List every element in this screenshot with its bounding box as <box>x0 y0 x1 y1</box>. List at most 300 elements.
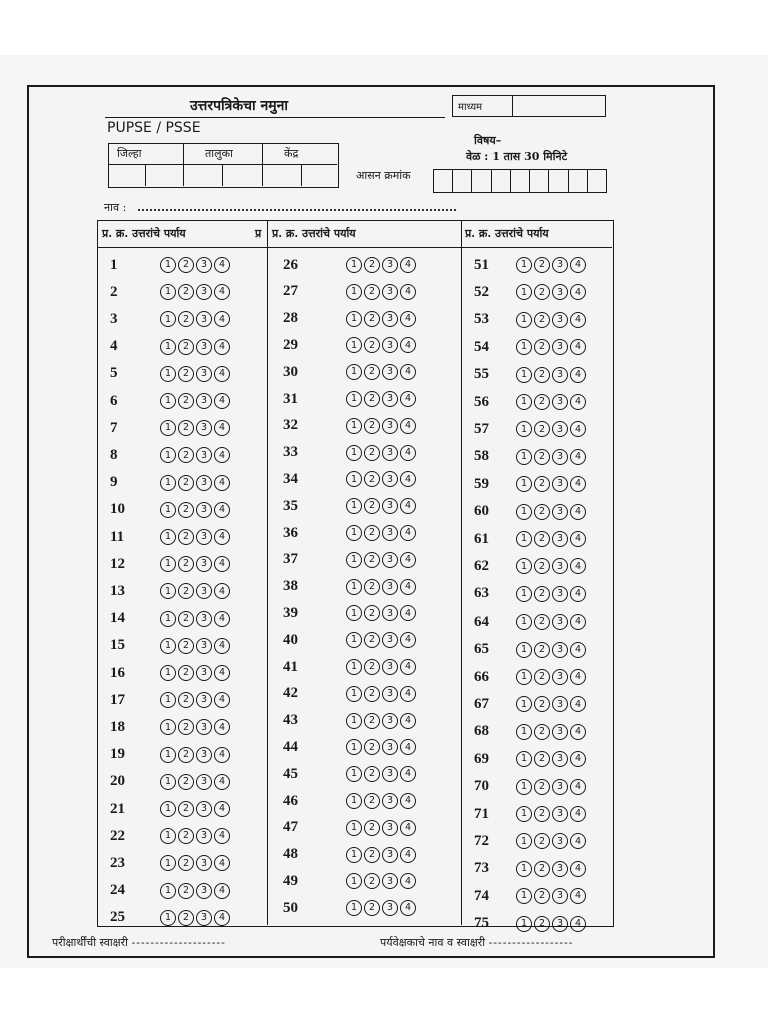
option-bubble-3[interactable]: 3 <box>382 847 398 863</box>
option-bubble-2[interactable]: 2 <box>364 364 380 380</box>
option-bubble-3[interactable]: 3 <box>382 793 398 809</box>
option-bubble-1[interactable]: 1 <box>160 774 176 790</box>
seat-digit-box[interactable] <box>549 170 568 192</box>
option-bubble-4[interactable]: 4 <box>214 366 230 382</box>
option-bubble-3[interactable]: 3 <box>382 257 398 273</box>
option-bubble-3[interactable]: 3 <box>552 696 568 712</box>
candidate-signature-line[interactable]: -------------------- <box>131 936 226 949</box>
option-bubble-3[interactable]: 3 <box>552 284 568 300</box>
option-bubble-2[interactable]: 2 <box>178 747 194 763</box>
option-bubble-3[interactable]: 3 <box>552 888 568 904</box>
option-bubble-2[interactable]: 2 <box>534 586 550 602</box>
option-bubble-1[interactable]: 1 <box>516 669 532 685</box>
option-bubble-2[interactable]: 2 <box>534 696 550 712</box>
option-bubble-4[interactable]: 4 <box>570 284 586 300</box>
option-bubble-4[interactable]: 4 <box>570 751 586 767</box>
option-bubble-4[interactable]: 4 <box>214 447 230 463</box>
option-bubble-4[interactable]: 4 <box>570 257 586 273</box>
option-bubble-3[interactable]: 3 <box>196 284 212 300</box>
option-bubble-3[interactable]: 3 <box>382 713 398 729</box>
option-bubble-1[interactable]: 1 <box>160 801 176 817</box>
option-bubble-4[interactable]: 4 <box>400 659 416 675</box>
option-bubble-3[interactable]: 3 <box>552 476 568 492</box>
option-bubble-3[interactable]: 3 <box>552 586 568 602</box>
option-bubble-2[interactable]: 2 <box>364 257 380 273</box>
option-bubble-1[interactable]: 1 <box>346 873 362 889</box>
option-bubble-1[interactable]: 1 <box>346 847 362 863</box>
option-bubble-1[interactable]: 1 <box>160 556 176 572</box>
option-bubble-3[interactable]: 3 <box>382 739 398 755</box>
option-bubble-2[interactable]: 2 <box>364 739 380 755</box>
option-bubble-1[interactable]: 1 <box>160 910 176 926</box>
option-bubble-4[interactable]: 4 <box>400 257 416 273</box>
option-bubble-2[interactable]: 2 <box>178 447 194 463</box>
option-bubble-4[interactable]: 4 <box>400 498 416 514</box>
option-bubble-2[interactable]: 2 <box>534 367 550 383</box>
option-bubble-3[interactable]: 3 <box>382 605 398 621</box>
option-bubble-2[interactable]: 2 <box>364 579 380 595</box>
option-bubble-2[interactable]: 2 <box>364 686 380 702</box>
option-bubble-4[interactable]: 4 <box>214 257 230 273</box>
option-bubble-3[interactable]: 3 <box>552 257 568 273</box>
option-bubble-3[interactable]: 3 <box>196 393 212 409</box>
option-bubble-2[interactable]: 2 <box>534 449 550 465</box>
option-bubble-2[interactable]: 2 <box>534 888 550 904</box>
option-bubble-3[interactable]: 3 <box>552 751 568 767</box>
option-bubble-4[interactable]: 4 <box>214 692 230 708</box>
option-bubble-4[interactable]: 4 <box>570 669 586 685</box>
option-bubble-3[interactable]: 3 <box>196 855 212 871</box>
option-bubble-3[interactable]: 3 <box>196 475 212 491</box>
option-bubble-3[interactable]: 3 <box>552 916 568 932</box>
option-bubble-1[interactable]: 1 <box>516 751 532 767</box>
option-bubble-2[interactable]: 2 <box>178 719 194 735</box>
option-bubble-2[interactable]: 2 <box>534 833 550 849</box>
option-bubble-3[interactable]: 3 <box>196 339 212 355</box>
option-bubble-3[interactable]: 3 <box>552 449 568 465</box>
option-bubble-3[interactable]: 3 <box>382 820 398 836</box>
option-bubble-3[interactable]: 3 <box>552 421 568 437</box>
option-bubble-1[interactable]: 1 <box>160 447 176 463</box>
option-bubble-4[interactable]: 4 <box>570 888 586 904</box>
option-bubble-1[interactable]: 1 <box>516 367 532 383</box>
option-bubble-2[interactable]: 2 <box>364 284 380 300</box>
option-bubble-3[interactable]: 3 <box>196 529 212 545</box>
option-bubble-1[interactable]: 1 <box>160 393 176 409</box>
option-bubble-3[interactable]: 3 <box>382 498 398 514</box>
option-bubble-2[interactable]: 2 <box>364 713 380 729</box>
option-bubble-2[interactable]: 2 <box>534 724 550 740</box>
option-bubble-1[interactable]: 1 <box>516 421 532 437</box>
option-bubble-3[interactable]: 3 <box>382 579 398 595</box>
option-bubble-2[interactable]: 2 <box>178 393 194 409</box>
option-bubble-2[interactable]: 2 <box>364 471 380 487</box>
option-bubble-3[interactable]: 3 <box>552 531 568 547</box>
option-bubble-2[interactable]: 2 <box>178 339 194 355</box>
option-bubble-3[interactable]: 3 <box>196 883 212 899</box>
option-bubble-1[interactable]: 1 <box>516 504 532 520</box>
option-bubble-1[interactable]: 1 <box>346 364 362 380</box>
option-bubble-3[interactable]: 3 <box>552 669 568 685</box>
option-bubble-4[interactable]: 4 <box>400 605 416 621</box>
option-bubble-3[interactable]: 3 <box>196 611 212 627</box>
option-bubble-4[interactable]: 4 <box>214 719 230 735</box>
option-bubble-4[interactable]: 4 <box>214 611 230 627</box>
option-bubble-2[interactable]: 2 <box>534 916 550 932</box>
option-bubble-2[interactable]: 2 <box>534 531 550 547</box>
option-bubble-3[interactable]: 3 <box>382 445 398 461</box>
option-bubble-1[interactable]: 1 <box>160 339 176 355</box>
option-bubble-3[interactable]: 3 <box>196 828 212 844</box>
option-bubble-2[interactable]: 2 <box>178 883 194 899</box>
option-bubble-3[interactable]: 3 <box>382 659 398 675</box>
option-bubble-2[interactable]: 2 <box>534 339 550 355</box>
option-bubble-2[interactable]: 2 <box>178 828 194 844</box>
option-bubble-4[interactable]: 4 <box>400 847 416 863</box>
medium-field[interactable] <box>452 95 606 117</box>
option-bubble-3[interactable]: 3 <box>196 747 212 763</box>
option-bubble-3[interactable]: 3 <box>552 339 568 355</box>
option-bubble-4[interactable]: 4 <box>400 552 416 568</box>
option-bubble-4[interactable]: 4 <box>570 614 586 630</box>
option-bubble-3[interactable]: 3 <box>196 257 212 273</box>
seat-digit-box[interactable] <box>492 170 511 192</box>
option-bubble-4[interactable]: 4 <box>214 583 230 599</box>
option-bubble-4[interactable]: 4 <box>400 873 416 889</box>
option-bubble-4[interactable]: 4 <box>214 665 230 681</box>
option-bubble-3[interactable]: 3 <box>552 833 568 849</box>
option-bubble-2[interactable]: 2 <box>364 766 380 782</box>
option-bubble-1[interactable]: 1 <box>160 366 176 382</box>
option-bubble-1[interactable]: 1 <box>516 888 532 904</box>
option-bubble-4[interactable]: 4 <box>400 471 416 487</box>
seat-digit-box[interactable] <box>530 170 549 192</box>
option-bubble-1[interactable]: 1 <box>346 445 362 461</box>
option-bubble-1[interactable]: 1 <box>516 257 532 273</box>
option-bubble-2[interactable]: 2 <box>534 806 550 822</box>
option-bubble-2[interactable]: 2 <box>178 638 194 654</box>
option-bubble-4[interactable]: 4 <box>570 531 586 547</box>
option-bubble-3[interactable]: 3 <box>196 502 212 518</box>
option-bubble-2[interactable]: 2 <box>364 311 380 327</box>
option-bubble-2[interactable]: 2 <box>178 583 194 599</box>
option-bubble-2[interactable]: 2 <box>364 820 380 836</box>
option-bubble-2[interactable]: 2 <box>364 337 380 353</box>
option-bubble-4[interactable]: 4 <box>214 883 230 899</box>
option-bubble-1[interactable]: 1 <box>160 475 176 491</box>
option-bubble-2[interactable]: 2 <box>364 659 380 675</box>
option-bubble-1[interactable]: 1 <box>516 696 532 712</box>
option-bubble-4[interactable]: 4 <box>214 910 230 926</box>
option-bubble-2[interactable]: 2 <box>364 391 380 407</box>
option-bubble-4[interactable]: 4 <box>570 642 586 658</box>
option-bubble-1[interactable]: 1 <box>346 900 362 916</box>
option-bubble-4[interactable]: 4 <box>400 579 416 595</box>
option-bubble-2[interactable]: 2 <box>534 642 550 658</box>
option-bubble-2[interactable]: 2 <box>534 558 550 574</box>
name-line[interactable] <box>138 209 456 211</box>
option-bubble-3[interactable]: 3 <box>196 801 212 817</box>
option-bubble-3[interactable]: 3 <box>552 806 568 822</box>
option-bubble-4[interactable]: 4 <box>400 793 416 809</box>
option-bubble-1[interactable]: 1 <box>516 861 532 877</box>
option-bubble-1[interactable]: 1 <box>346 391 362 407</box>
option-bubble-2[interactable]: 2 <box>534 394 550 410</box>
option-bubble-3[interactable]: 3 <box>382 391 398 407</box>
option-bubble-3[interactable]: 3 <box>552 504 568 520</box>
option-bubble-4[interactable]: 4 <box>570 724 586 740</box>
seat-digit-box[interactable] <box>472 170 491 192</box>
option-bubble-2[interactable]: 2 <box>178 774 194 790</box>
option-bubble-2[interactable]: 2 <box>364 900 380 916</box>
option-bubble-1[interactable]: 1 <box>516 449 532 465</box>
option-bubble-2[interactable]: 2 <box>364 418 380 434</box>
option-bubble-3[interactable]: 3 <box>382 337 398 353</box>
option-bubble-3[interactable]: 3 <box>196 910 212 926</box>
option-bubble-1[interactable]: 1 <box>516 724 532 740</box>
option-bubble-4[interactable]: 4 <box>570 861 586 877</box>
option-bubble-4[interactable]: 4 <box>214 393 230 409</box>
option-bubble-4[interactable]: 4 <box>570 916 586 932</box>
option-bubble-3[interactable]: 3 <box>382 900 398 916</box>
option-bubble-2[interactable]: 2 <box>178 529 194 545</box>
option-bubble-4[interactable]: 4 <box>214 556 230 572</box>
option-bubble-4[interactable]: 4 <box>570 558 586 574</box>
option-bubble-4[interactable]: 4 <box>570 833 586 849</box>
option-bubble-4[interactable]: 4 <box>214 284 230 300</box>
option-bubble-1[interactable]: 1 <box>160 284 176 300</box>
option-bubble-2[interactable]: 2 <box>178 475 194 491</box>
option-bubble-1[interactable]: 1 <box>516 312 532 328</box>
seat-digit-box[interactable] <box>588 170 606 192</box>
option-bubble-2[interactable]: 2 <box>178 257 194 273</box>
option-bubble-1[interactable]: 1 <box>346 498 362 514</box>
option-bubble-1[interactable]: 1 <box>346 686 362 702</box>
option-bubble-4[interactable]: 4 <box>214 855 230 871</box>
option-bubble-4[interactable]: 4 <box>214 638 230 654</box>
option-bubble-1[interactable]: 1 <box>516 614 532 630</box>
option-bubble-2[interactable]: 2 <box>178 665 194 681</box>
option-bubble-3[interactable]: 3 <box>552 642 568 658</box>
option-bubble-4[interactable]: 4 <box>570 504 586 520</box>
option-bubble-1[interactable]: 1 <box>516 779 532 795</box>
option-bubble-2[interactable]: 2 <box>178 855 194 871</box>
option-bubble-3[interactable]: 3 <box>382 364 398 380</box>
option-bubble-1[interactable]: 1 <box>160 583 176 599</box>
option-bubble-1[interactable]: 1 <box>346 632 362 648</box>
option-bubble-3[interactable]: 3 <box>196 583 212 599</box>
option-bubble-3[interactable]: 3 <box>196 692 212 708</box>
option-bubble-2[interactable]: 2 <box>534 257 550 273</box>
option-bubble-1[interactable]: 1 <box>516 806 532 822</box>
option-bubble-1[interactable]: 1 <box>516 284 532 300</box>
option-bubble-1[interactable]: 1 <box>160 638 176 654</box>
option-bubble-3[interactable]: 3 <box>552 724 568 740</box>
option-bubble-1[interactable]: 1 <box>346 337 362 353</box>
option-bubble-2[interactable]: 2 <box>178 502 194 518</box>
option-bubble-4[interactable]: 4 <box>400 739 416 755</box>
option-bubble-4[interactable]: 4 <box>400 364 416 380</box>
option-bubble-4[interactable]: 4 <box>570 339 586 355</box>
option-bubble-4[interactable]: 4 <box>570 806 586 822</box>
seat-digit-box[interactable] <box>569 170 588 192</box>
option-bubble-2[interactable]: 2 <box>178 284 194 300</box>
option-bubble-4[interactable]: 4 <box>570 476 586 492</box>
option-bubble-2[interactable]: 2 <box>534 861 550 877</box>
option-bubble-2[interactable]: 2 <box>178 611 194 627</box>
option-bubble-3[interactable]: 3 <box>382 418 398 434</box>
option-bubble-3[interactable]: 3 <box>382 311 398 327</box>
option-bubble-2[interactable]: 2 <box>364 552 380 568</box>
option-bubble-2[interactable]: 2 <box>178 420 194 436</box>
option-bubble-1[interactable]: 1 <box>160 828 176 844</box>
seat-digit-box[interactable] <box>434 170 453 192</box>
option-bubble-1[interactable]: 1 <box>160 257 176 273</box>
option-bubble-4[interactable]: 4 <box>214 502 230 518</box>
option-bubble-1[interactable]: 1 <box>516 531 532 547</box>
option-bubble-3[interactable]: 3 <box>382 686 398 702</box>
option-bubble-3[interactable]: 3 <box>196 556 212 572</box>
option-bubble-4[interactable]: 4 <box>570 394 586 410</box>
option-bubble-1[interactable]: 1 <box>346 766 362 782</box>
option-bubble-1[interactable]: 1 <box>346 739 362 755</box>
option-bubble-1[interactable]: 1 <box>160 311 176 327</box>
option-bubble-2[interactable]: 2 <box>534 476 550 492</box>
option-bubble-4[interactable]: 4 <box>400 766 416 782</box>
option-bubble-4[interactable]: 4 <box>400 418 416 434</box>
option-bubble-3[interactable]: 3 <box>382 471 398 487</box>
option-bubble-2[interactable]: 2 <box>178 692 194 708</box>
option-bubble-4[interactable]: 4 <box>400 337 416 353</box>
option-bubble-3[interactable]: 3 <box>196 638 212 654</box>
option-bubble-2[interactable]: 2 <box>364 632 380 648</box>
option-bubble-3[interactable]: 3 <box>196 447 212 463</box>
option-bubble-1[interactable]: 1 <box>160 420 176 436</box>
option-bubble-2[interactable]: 2 <box>534 504 550 520</box>
option-bubble-2[interactable]: 2 <box>534 669 550 685</box>
option-bubble-4[interactable]: 4 <box>570 449 586 465</box>
option-bubble-1[interactable]: 1 <box>516 558 532 574</box>
option-bubble-4[interactable]: 4 <box>400 445 416 461</box>
option-bubble-4[interactable]: 4 <box>400 525 416 541</box>
option-bubble-2[interactable]: 2 <box>364 873 380 889</box>
option-bubble-3[interactable]: 3 <box>382 766 398 782</box>
option-bubble-2[interactable]: 2 <box>534 614 550 630</box>
option-bubble-1[interactable]: 1 <box>160 529 176 545</box>
option-bubble-1[interactable]: 1 <box>160 719 176 735</box>
option-bubble-2[interactable]: 2 <box>178 801 194 817</box>
option-bubble-4[interactable]: 4 <box>214 747 230 763</box>
option-bubble-4[interactable]: 4 <box>400 632 416 648</box>
option-bubble-4[interactable]: 4 <box>214 529 230 545</box>
option-bubble-2[interactable]: 2 <box>178 556 194 572</box>
option-bubble-1[interactable]: 1 <box>516 476 532 492</box>
option-bubble-4[interactable]: 4 <box>214 774 230 790</box>
option-bubble-4[interactable]: 4 <box>570 367 586 383</box>
option-bubble-1[interactable]: 1 <box>346 311 362 327</box>
option-bubble-1[interactable]: 1 <box>346 471 362 487</box>
option-bubble-3[interactable]: 3 <box>552 312 568 328</box>
option-bubble-1[interactable]: 1 <box>516 642 532 658</box>
option-bubble-1[interactable]: 1 <box>160 692 176 708</box>
option-bubble-1[interactable]: 1 <box>160 747 176 763</box>
option-bubble-3[interactable]: 3 <box>552 614 568 630</box>
option-bubble-1[interactable]: 1 <box>346 552 362 568</box>
option-bubble-1[interactable]: 1 <box>516 916 532 932</box>
option-bubble-1[interactable]: 1 <box>346 284 362 300</box>
option-bubble-1[interactable]: 1 <box>346 418 362 434</box>
option-bubble-4[interactable]: 4 <box>400 284 416 300</box>
option-bubble-1[interactable]: 1 <box>160 665 176 681</box>
option-bubble-3[interactable]: 3 <box>552 394 568 410</box>
option-bubble-1[interactable]: 1 <box>346 659 362 675</box>
option-bubble-4[interactable]: 4 <box>400 713 416 729</box>
option-bubble-4[interactable]: 4 <box>214 828 230 844</box>
option-bubble-1[interactable]: 1 <box>346 579 362 595</box>
option-bubble-3[interactable]: 3 <box>382 525 398 541</box>
option-bubble-2[interactable]: 2 <box>178 366 194 382</box>
option-bubble-2[interactable]: 2 <box>534 751 550 767</box>
option-bubble-3[interactable]: 3 <box>552 861 568 877</box>
option-bubble-4[interactable]: 4 <box>214 801 230 817</box>
option-bubble-2[interactable]: 2 <box>178 910 194 926</box>
option-bubble-1[interactable]: 1 <box>516 339 532 355</box>
option-bubble-1[interactable]: 1 <box>160 855 176 871</box>
option-bubble-4[interactable]: 4 <box>400 391 416 407</box>
option-bubble-4[interactable]: 4 <box>570 696 586 712</box>
option-bubble-3[interactable]: 3 <box>552 779 568 795</box>
option-bubble-1[interactable]: 1 <box>346 257 362 273</box>
seat-number-boxes[interactable] <box>433 169 607 193</box>
option-bubble-2[interactable]: 2 <box>364 605 380 621</box>
option-bubble-2[interactable]: 2 <box>364 445 380 461</box>
option-bubble-2[interactable]: 2 <box>534 312 550 328</box>
supervisor-signature-line[interactable]: ------------------ <box>488 936 574 949</box>
option-bubble-4[interactable]: 4 <box>570 779 586 795</box>
option-bubble-1[interactable]: 1 <box>346 793 362 809</box>
option-bubble-2[interactable]: 2 <box>534 779 550 795</box>
option-bubble-3[interactable]: 3 <box>552 558 568 574</box>
option-bubble-3[interactable]: 3 <box>196 719 212 735</box>
option-bubble-2[interactable]: 2 <box>364 498 380 514</box>
option-bubble-1[interactable]: 1 <box>346 713 362 729</box>
option-bubble-3[interactable]: 3 <box>196 420 212 436</box>
option-bubble-3[interactable]: 3 <box>196 774 212 790</box>
option-bubble-3[interactable]: 3 <box>196 366 212 382</box>
option-bubble-3[interactable]: 3 <box>552 367 568 383</box>
option-bubble-2[interactable]: 2 <box>534 284 550 300</box>
option-bubble-4[interactable]: 4 <box>214 339 230 355</box>
option-bubble-4[interactable]: 4 <box>214 475 230 491</box>
seat-digit-box[interactable] <box>453 170 472 192</box>
option-bubble-1[interactable]: 1 <box>160 502 176 518</box>
option-bubble-3[interactable]: 3 <box>382 873 398 889</box>
option-bubble-4[interactable]: 4 <box>400 311 416 327</box>
option-bubble-2[interactable]: 2 <box>178 311 194 327</box>
option-bubble-1[interactable]: 1 <box>346 525 362 541</box>
option-bubble-4[interactable]: 4 <box>570 586 586 602</box>
option-bubble-3[interactable]: 3 <box>196 311 212 327</box>
option-bubble-1[interactable]: 1 <box>516 586 532 602</box>
seat-digit-box[interactable] <box>511 170 530 192</box>
option-bubble-1[interactable]: 1 <box>346 605 362 621</box>
option-bubble-1[interactable]: 1 <box>160 883 176 899</box>
option-bubble-4[interactable]: 4 <box>570 312 586 328</box>
option-bubble-3[interactable]: 3 <box>196 665 212 681</box>
option-bubble-4[interactable]: 4 <box>214 420 230 436</box>
option-bubble-3[interactable]: 3 <box>382 632 398 648</box>
option-bubble-4[interactable]: 4 <box>214 311 230 327</box>
